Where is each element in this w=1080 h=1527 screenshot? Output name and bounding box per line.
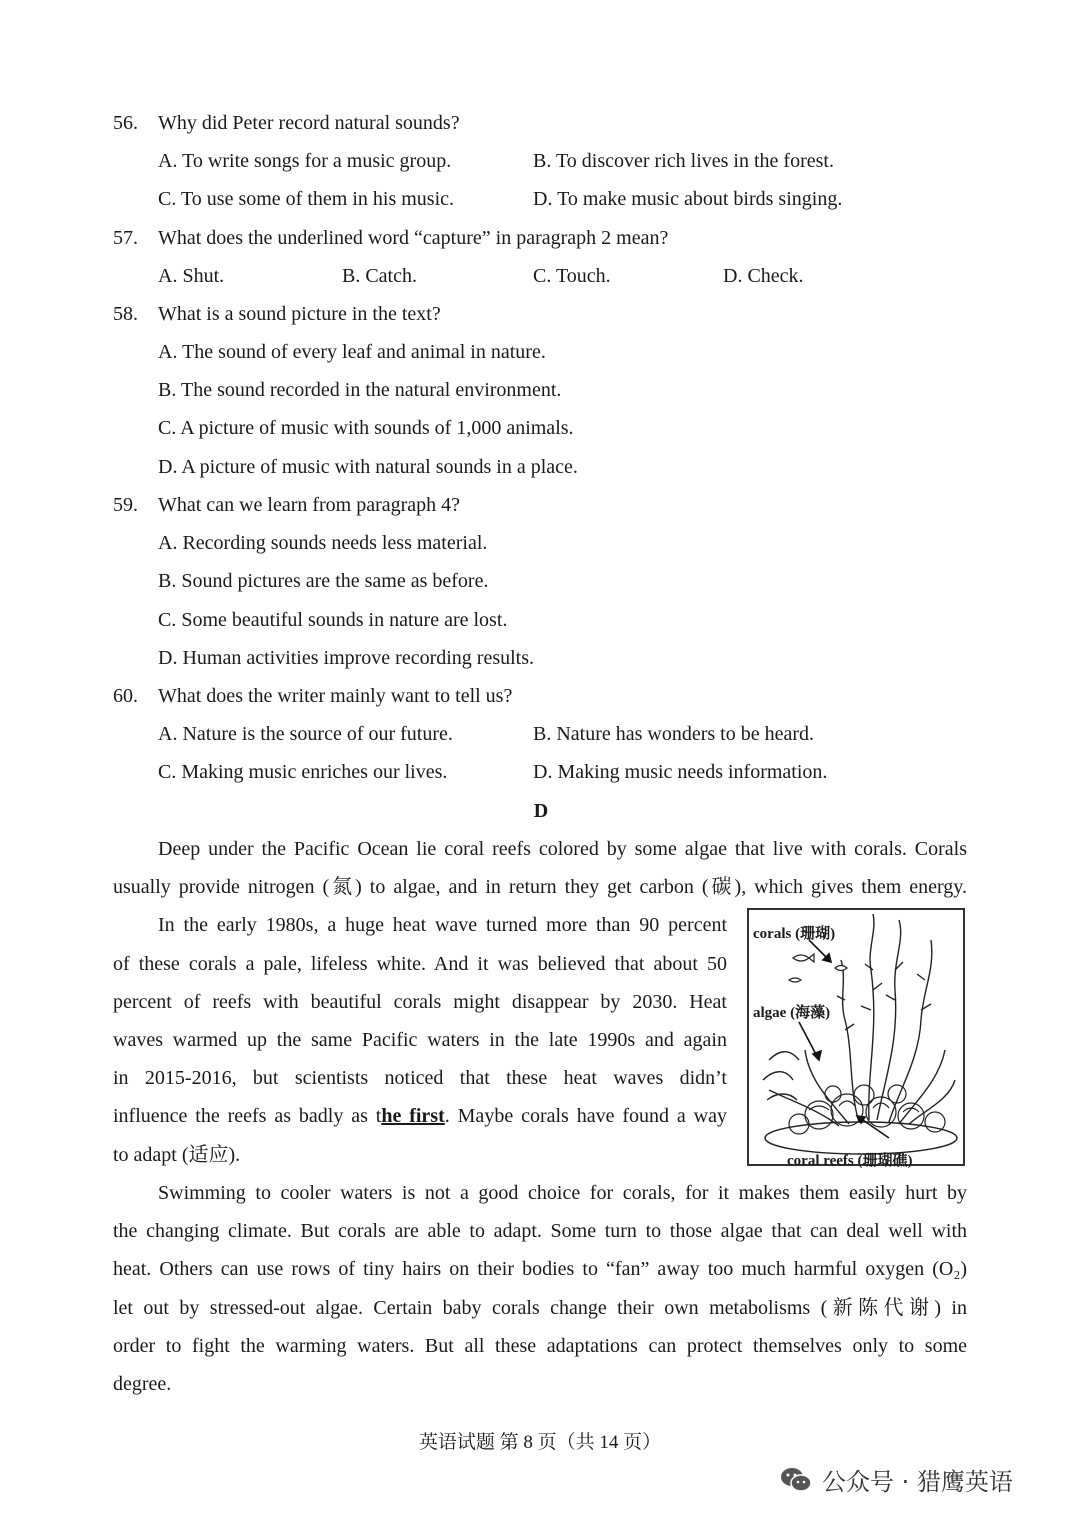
option-d: D. Making music needs information. bbox=[533, 761, 828, 783]
page-footer: 英语试题 第 8 页（共 14 页） bbox=[418, 1432, 662, 1453]
wechat-icon bbox=[780, 1466, 812, 1494]
option-a: A. Recording sounds needs less material. bbox=[158, 532, 488, 554]
paragraph-line: Deep under the Pacific Ocean lie coral reefs colored by some algae that live with corals. Corals bbox=[158, 838, 967, 860]
option-b: B. The sound recorded in the natural environment. bbox=[158, 379, 562, 401]
option-a: A. To write songs for a music group. bbox=[158, 150, 452, 172]
option-c: C. Some beautiful sounds in nature are lost. bbox=[158, 609, 508, 631]
algae-label: algae (海藻) bbox=[753, 1005, 831, 1021]
question-number: 56. bbox=[113, 112, 138, 134]
option-b: B. Sound pictures are the same as before. bbox=[158, 570, 489, 592]
question-number: 58. bbox=[113, 303, 138, 325]
paragraph-line: the changing climate. But corals are able to adapt. Some turn to those algae that can deal well with bbox=[113, 1220, 967, 1242]
option-c: C. Touch. bbox=[533, 265, 611, 287]
paragraph-line: percent of reefs with beautiful corals might disappear by 2030. Heat bbox=[113, 991, 727, 1013]
text-segment: . Maybe corals have found a way bbox=[444, 1105, 727, 1127]
paragraph-line: in 2015-2016, but scientists noticed that these heat waves didn’t bbox=[113, 1067, 727, 1089]
paragraph-line: Swimming to cooler waters is not a good choice for corals, for it makes them easily hurt by bbox=[158, 1182, 967, 1204]
paragraph-line: degree. bbox=[113, 1373, 172, 1395]
option-a: A. The sound of every leaf and animal in nature. bbox=[158, 341, 546, 363]
section-heading: D bbox=[533, 800, 549, 822]
option-d: D. Human activities improve recording results. bbox=[158, 647, 535, 669]
paragraph-line: In the early 1980s, a huge heat wave turned more than 90 percent bbox=[158, 914, 727, 936]
text-segment: influence the reefs as badly as t bbox=[113, 1105, 382, 1127]
paragraph-line: of these corals a pale, lifeless white. And it was believed that about 50 bbox=[113, 953, 727, 975]
option-b: B. Nature has wonders to be heard. bbox=[533, 723, 815, 745]
question-number: 60. bbox=[113, 685, 138, 707]
question-text: What is a sound picture in the text? bbox=[158, 303, 441, 325]
option-a: A. Shut. bbox=[158, 265, 225, 287]
option-c: C. A picture of music with sounds of 1,000 animals. bbox=[158, 417, 574, 439]
question-number: 57. bbox=[113, 227, 138, 249]
option-d: D. Check. bbox=[723, 265, 804, 287]
paragraph-line: let out by stressed-out algae. Certain baby corals change their own metabolisms (新陈代谢) in bbox=[113, 1297, 967, 1319]
option-a: A. Nature is the source of our future. bbox=[158, 723, 453, 745]
paragraph-line: order to fight the warming waters. But all these adaptations can protect themselves only to some bbox=[113, 1335, 967, 1357]
option-d: D. A picture of music with natural sounds in a place. bbox=[158, 456, 578, 478]
question-text: What does the underlined word “capture” in paragraph 2 mean? bbox=[158, 227, 669, 249]
paragraph-line: waves warmed up the same Pacific waters in the late 1990s and again bbox=[113, 1029, 727, 1051]
coral-reefs-label: coral reefs (珊瑚礁) bbox=[787, 1153, 913, 1169]
coral-illustration bbox=[749, 910, 963, 1164]
paragraph-line: usually provide nitrogen (氮) to algae, and in return they get carbon (碳), which gives them energy. bbox=[113, 876, 967, 898]
watermark bbox=[780, 1462, 1013, 1497]
question-number: 59. bbox=[113, 494, 138, 516]
option-b: B. Catch. bbox=[342, 265, 417, 287]
coral-figure bbox=[747, 908, 965, 1169]
paragraph-line-underlined bbox=[113, 1104, 727, 1128]
question-text: Why did Peter record natural sounds? bbox=[158, 112, 460, 134]
underlined-phrase: he first bbox=[381, 1105, 445, 1127]
question-text: What does the writer mainly want to tell us? bbox=[158, 685, 513, 707]
option-d: D. To make music about birds singing. bbox=[533, 188, 843, 210]
paragraph-line: heat. Others can use rows of tiny hairs on their bodies to “fan” away too much harmful oxygen (O₂) bbox=[113, 1258, 967, 1280]
option-c: C. To use some of them in his music. bbox=[158, 188, 454, 210]
option-b: B. To discover rich lives in the forest. bbox=[533, 150, 834, 172]
watermark-text: 公众号 · 猎鹰英语 bbox=[822, 1468, 1013, 1496]
question-text: What can we learn from paragraph 4? bbox=[158, 494, 461, 516]
paragraph-line: to adapt (适应). bbox=[113, 1144, 241, 1166]
corals-label: corals (珊瑚) bbox=[753, 926, 836, 942]
option-c: C. Making music enriches our lives. bbox=[158, 761, 448, 783]
